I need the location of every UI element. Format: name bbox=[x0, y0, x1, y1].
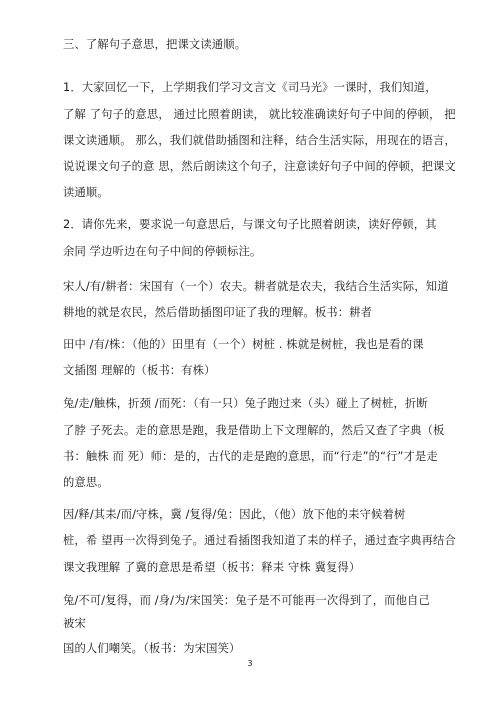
text-line: 课文读通顺。 那么，我们就借助插图和注释，结合生活实际，用现在的语言， bbox=[63, 134, 456, 147]
text-line: 宋人/有/耕者：宋国有（一个）农夫。耕者就是农夫，我结合生活实际，知道 bbox=[63, 280, 449, 293]
text-line: 了解 了句子的意思， 通过比照着朗读， 就比较准确读好句子中间的停顿， 把 bbox=[63, 108, 456, 121]
text-line: 兔/不可/复得，而 /身/为/宋国笑：兔子是不可能再一次得到了，而他自己 bbox=[63, 594, 430, 607]
text-line: 田中 /有/株：（他的）田里有（一个）树桩 . 株就是树桩，我也是看的课 bbox=[63, 338, 424, 351]
text-line: 2．请你先来，要求说一句意思后，与课文句子比照着朗读，读好停顿，其 bbox=[63, 218, 437, 231]
text-line: 耕地的就是农民，然后借助插图印证了我的理解。板书：耕者 bbox=[63, 306, 373, 319]
text-line: 了脖 子死去。走的意思是跑，我是借助上下文理解的，然后又查了字典（板 bbox=[63, 424, 445, 437]
text-line: 桩，希 望再一次得到兔子。通过看插图我知道了耒的样子，通过查字典再结合 bbox=[63, 534, 456, 547]
text-line: 说说课文句子的意 思，然后朗读这个句子，注意读好句子中间的停顿，把课文 bbox=[63, 160, 456, 173]
section-heading: 三、了解句子意思，把课文读通顺。 bbox=[63, 38, 247, 51]
text-line: 1．大家回忆一下，上学期我们学习文言文《司马光》一课时，我们知道， bbox=[63, 81, 437, 94]
text-line: 余同 学边听边在句子中间的停顿标注。 bbox=[63, 245, 262, 258]
text-line: 书：触株 而 死）师：是的，古代的走是跑的意思，而“行走”的“行”才是走 bbox=[63, 450, 438, 463]
text-line: 课文我理解 了冀的意思是希望（板书：释耒 守株 冀复得） bbox=[63, 561, 361, 574]
text-line: 兔/走/触株，折颈 /而死：（有一只）兔子跑过来（头）碰上了树桩，折断 bbox=[63, 397, 428, 410]
text-line: 国的人们嘲笑。（板书：为宋国笑） bbox=[63, 642, 241, 655]
page-number: 3 bbox=[247, 659, 253, 668]
text-line: 读通顺。 bbox=[63, 186, 109, 199]
text-line: 的意思。 bbox=[63, 476, 109, 489]
text-line: 文插图 理解的（板书：有株） bbox=[63, 364, 216, 377]
text-line: 被宋 bbox=[63, 617, 86, 630]
text-line: 因/释/其耒/而/守株，冀 /复得/兔：因此，（他）放下他的耒守候着树 bbox=[63, 508, 406, 521]
